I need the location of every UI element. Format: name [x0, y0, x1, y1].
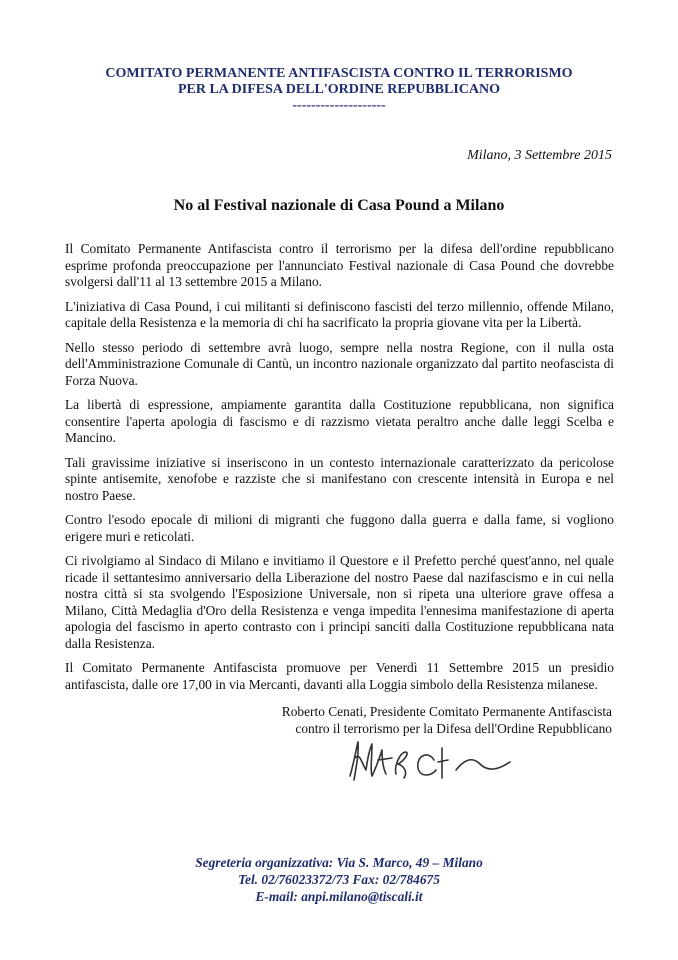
paragraph-1: Il Comitato Permanente Antifascista contro il terrorismo per la difesa dell'ordine repubblicano esprime profonda preoccupazione per l'annunciato Festival nazionale di Casa Pound che dovrebbe svolgersi dall'11 al 13 settembre 2015 a Milano. [65, 241, 614, 289]
letterhead-separator: -------------------- [292, 98, 386, 113]
letterhead-line-2: PER LA DIFESA DELL'ORDINE REPUBBLICANO [177, 82, 501, 97]
handwritten-signature [338, 736, 528, 788]
signatory-block [282, 703, 612, 737]
letterhead [0, 66, 678, 114]
paragraph-4: La libertà di espressione, ampiamente garantita dalla Costituzione repubblicana, non significa consentire l'aperta apologia di fascismo e di razzismo vietata peraltro anche dalle leggi Scelba e Mancino. [65, 397, 614, 445]
footer-email: E-mail: anpi.milano@tiscali.it [255, 889, 423, 904]
footer-phone: Tel. 02/76023372/73 Fax: 02/784675 [238, 872, 440, 887]
letter-body [65, 241, 614, 701]
paragraph-2: L'iniziativa di Casa Pound, i cui militanti si definiscono fascisti del terzo millennio, offende Milano, capitale della Resistenza e la memoria di chi ha sacrificato la propria giovane vita per la Libertà. [65, 298, 614, 330]
paragraph-8: Il Comitato Permanente Antifascista promuove per Venerdì 11 Settembre 2015 un presidio antifascista, dalle ore 17,00 in via Mercanti, davanti alla Loggia simbolo della Resistenza milanese. [65, 660, 614, 692]
footer-contacts [0, 854, 678, 905]
letter-date: Milano, 3 Settembre 2015 [467, 148, 612, 163]
paragraph-6: Contro l'esodo epocale di milioni di migranti che fuggono dalla guerra e dalla fame, si vogliono erigere muri e reticolati. [65, 512, 614, 544]
letterhead-line-1: COMITATO PERMANENTE ANTIFASCISTA CONTRO IL TERRORISMO [105, 66, 573, 81]
signatory-line-1: Roberto Cenati, Presidente Comitato Permanente Antifascista [281, 704, 612, 719]
footer-address: Segreteria organizzativa: Via S. Marco, 49 – Milano [195, 855, 483, 870]
signatory-line-2: contro il terrorismo per la Difesa dell'Ordine Repubblicano [295, 721, 612, 736]
letter-title: No al Festival nazionale di Casa Pound a Milano [173, 197, 505, 214]
paragraph-3: Nello stesso periodo di settembre avrà luogo, sempre nella nostra Regione, con il nulla osta dell'Amministrazione Comunale di Cantù, un incontro nazionale organizzato dal partito neofascista di Forza Nuova. [65, 339, 614, 388]
paragraph-5: Tali gravissime iniziative si inseriscono in un contesto internazionale caratterizzato da pericolose spinte antisemite, xenofobe e razziste che si manifestano con crescente intensità in Europa e nel nostro Paese. [65, 454, 614, 503]
paragraph-7: Ci rivolgiamo al Sindaco di Milano e invitiamo il Questore e il Prefetto perché quest'anno, nel quale ricade il settantesimo anniversario della Liberazione del nostro Paese dal nazifascismo e in cui nella nostra città si sta svolgendo l'Esposizione Universale, non si ripeta una ulteriore grave offesa a Milano, Città Medaglia d'Oro della Resistenza e venga impedita l'ennesima manifestazione di aperta apologia del fascismo in aperto contrasto con i principi sanciti dalla Costituzione repubblicana nata dalla Resistenza. [65, 553, 614, 651]
